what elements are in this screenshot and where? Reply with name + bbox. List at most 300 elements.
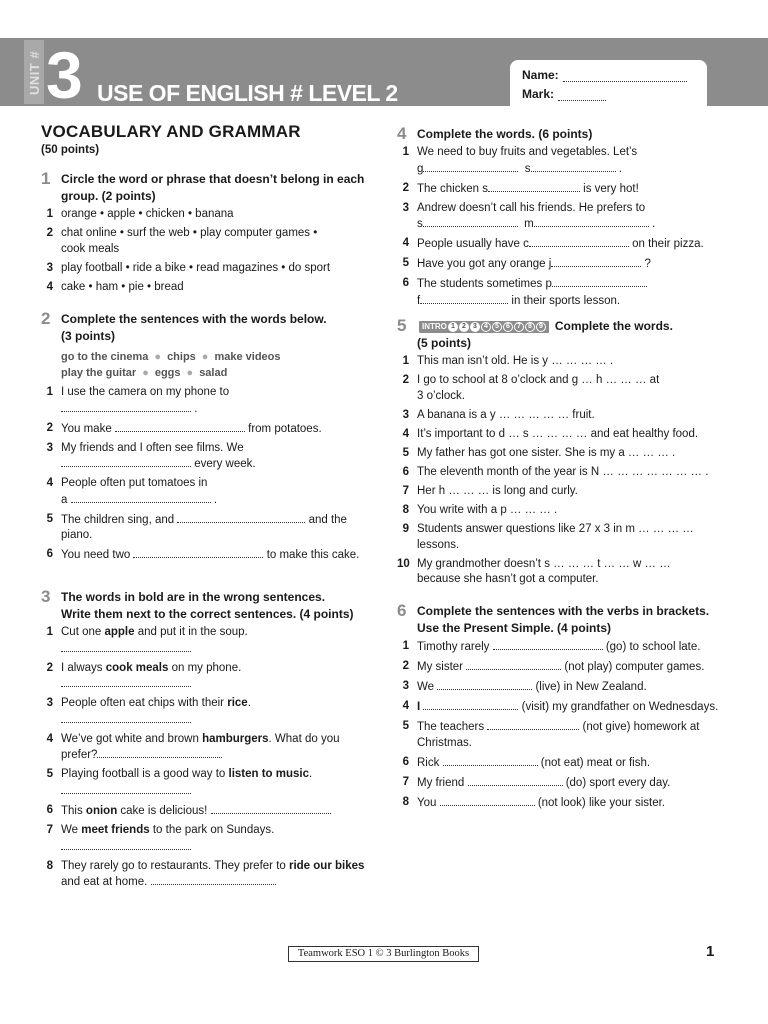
list-item <box>41 661 376 693</box>
word-start: g <box>417 162 424 175</box>
item-words: The eleventh month of the year is N … … … … … … … . <box>417 465 709 478</box>
exercise-3-items <box>41 625 376 891</box>
answer-blank[interactable] <box>61 676 191 687</box>
item-number: 1 <box>46 626 53 638</box>
item-text-after: cake is delicious! <box>117 804 208 817</box>
item-text <box>417 659 737 676</box>
list-item <box>397 408 737 424</box>
item-text-after: . <box>213 493 218 506</box>
answer-blank[interactable] <box>468 775 563 786</box>
item-text-after: . <box>194 402 198 415</box>
item-number: 5 <box>402 257 409 270</box>
exercise-5-items <box>397 354 737 588</box>
item-number: 7 <box>402 776 409 789</box>
unit-number: 3 <box>46 38 83 112</box>
item-number: 4 <box>46 732 53 745</box>
answer-blank[interactable] <box>71 492 211 503</box>
section-points: (50 points) <box>41 144 100 156</box>
answer-blank[interactable] <box>133 547 263 558</box>
item-text <box>61 732 376 764</box>
list-item <box>41 696 376 728</box>
item-number: 1 <box>402 640 409 652</box>
item-text <box>61 625 376 657</box>
item-text <box>417 256 737 273</box>
item-text <box>417 699 737 716</box>
item-text-after: (not play) computer games. <box>564 661 705 674</box>
word-bank-row <box>61 365 376 381</box>
list-item <box>41 512 376 544</box>
item-text <box>417 373 737 404</box>
list-item <box>41 385 376 417</box>
exercise-1-items <box>41 207 376 295</box>
item-number: 1 <box>46 386 53 398</box>
answer-blank[interactable] <box>177 512 305 523</box>
item-text <box>61 859 376 891</box>
item-text-after: (do) sport every day. <box>565 777 671 790</box>
answer-blank[interactable] <box>61 839 191 850</box>
item-text-after: every week. <box>194 458 256 471</box>
item-text-after: . <box>247 697 251 710</box>
item-text-after: to the park on Sundays. <box>149 824 275 837</box>
item-number: 3 <box>46 697 53 710</box>
item-text <box>417 639 737 656</box>
unit-label: UNIT # <box>27 50 42 96</box>
answer-blank[interactable] <box>115 421 245 432</box>
item-text <box>417 679 737 696</box>
item-text <box>61 421 376 438</box>
answer-blank[interactable] <box>423 699 518 710</box>
item-number: 6 <box>46 548 53 561</box>
exercise-number: 4 <box>397 124 407 143</box>
list-item <box>41 767 376 799</box>
exercise-1 <box>41 171 376 299</box>
list-item <box>397 465 737 481</box>
item-text <box>417 795 737 812</box>
item-text-before: We <box>61 824 82 837</box>
list-item <box>397 795 737 812</box>
list-item <box>397 639 737 656</box>
list-item <box>397 446 737 462</box>
item-text-before: People often eat chips with their <box>61 697 228 710</box>
list-item <box>397 427 737 443</box>
exercise-points: (5 points) <box>417 336 471 350</box>
item-text <box>61 547 376 564</box>
answer-blank[interactable] <box>443 755 538 766</box>
separator-dot: ● <box>154 351 162 363</box>
item-text <box>61 207 376 223</box>
item-number: 3 <box>402 408 409 421</box>
item-number: 4 <box>402 700 409 713</box>
word-bank-word: eggs <box>154 367 181 379</box>
item-number: 3 <box>46 261 53 274</box>
item-number: 1 <box>402 146 409 158</box>
answer-blank[interactable] <box>488 181 580 192</box>
item-text-after: . <box>309 768 313 781</box>
page-number: 1 <box>706 943 715 960</box>
answer-blank[interactable] <box>534 216 649 227</box>
item-number: 2 <box>46 421 53 434</box>
exercise-title: Complete the words. <box>554 319 673 333</box>
exercise-title: The words in bold are in the wrong sentences. Write them next to the correct sentences. (4 points) <box>61 590 354 621</box>
item-number: 1 <box>46 208 53 220</box>
answer-blank[interactable] <box>61 641 191 652</box>
item-text-after: . <box>651 218 656 231</box>
item-text-before: Cut one <box>61 626 105 638</box>
list-item <box>41 625 376 657</box>
item-number: 2 <box>46 661 53 674</box>
list-item <box>41 823 376 855</box>
name-field[interactable] <box>563 72 687 82</box>
level-circle: 7 <box>514 322 524 332</box>
exercise-number: 6 <box>397 601 407 620</box>
item-text-after: and eat at home. <box>61 859 368 889</box>
item-words: Her h … … … is long and curly. <box>417 485 578 498</box>
separator-dot: ● <box>186 367 194 379</box>
item-text-before: Timothy rarely <box>417 641 490 653</box>
list-item <box>397 679 737 696</box>
intro-label: INTRO <box>422 322 447 332</box>
item-number: 8 <box>402 796 409 809</box>
item-text-before: They rarely go to restaurants. They prefer to <box>61 859 289 872</box>
answer-blank[interactable] <box>493 639 603 650</box>
item-text-before: Andrew doesn’t call his friends. He prefers to <box>417 201 646 214</box>
item-text-after: . What do you prefer? <box>61 732 343 762</box>
bold-word: listen to music <box>228 768 310 781</box>
exercise-title: Circle the word or phrase that doesn’t belong in each group. (2 points) <box>61 172 365 203</box>
item-number: 4 <box>402 237 409 250</box>
word-start: s <box>524 162 531 175</box>
item-text-before: Have you got any orange j <box>417 258 552 271</box>
item-text-after: (go) to school late. <box>605 641 701 653</box>
list-item <box>41 476 376 508</box>
answer-blank[interactable] <box>529 236 629 247</box>
answer-blank[interactable] <box>61 783 191 794</box>
word-bank-word: salad <box>199 367 228 379</box>
level-circle: 2 <box>459 322 469 332</box>
list-item <box>397 373 737 404</box>
exercise-6 <box>397 603 737 815</box>
item-text-before: You <box>417 797 437 810</box>
list-item <box>397 145 737 177</box>
answer-blank[interactable] <box>211 803 331 814</box>
item-words: play football • ride a bike • read magazines • do sport <box>61 261 331 274</box>
item-number: 2 <box>46 227 53 240</box>
item-text <box>61 661 376 693</box>
item-text <box>417 427 737 443</box>
list-item <box>41 859 376 891</box>
list-item <box>41 261 376 277</box>
bold-word: apple <box>104 626 135 638</box>
exercise-2-items <box>41 385 376 564</box>
item-number: 10 <box>397 557 410 570</box>
item-text <box>61 823 376 855</box>
word-start: m <box>524 218 534 231</box>
item-text-after: on their pizza. <box>632 238 704 251</box>
item-text-before: I <box>417 701 421 714</box>
item-text-before: We <box>417 681 435 694</box>
item-text-after: and the piano. <box>61 513 351 542</box>
item-words: Students answer questions like 27 x 3 in m … … … … lessons. <box>417 523 694 551</box>
item-text <box>61 767 376 799</box>
list-item <box>41 280 376 296</box>
item-number: 5 <box>46 512 53 525</box>
list-item <box>41 441 376 473</box>
list-item <box>397 354 737 370</box>
item-text-before: The chicken s <box>417 182 488 195</box>
item-text-after: is very hot! <box>583 182 639 195</box>
item-number: 6 <box>46 803 53 816</box>
item-number: 5 <box>402 720 409 733</box>
item-words: My grandmother doesn’t s … … … t … … w … … because she hasn’t got a computer. <box>417 557 671 586</box>
item-text-after: and put it in the soup. <box>134 626 248 638</box>
list-item <box>397 659 737 676</box>
word-start: f <box>417 294 421 307</box>
answer-blank[interactable] <box>487 719 579 730</box>
item-words: chat online • surf the web • play computer games • cook meals <box>61 227 318 255</box>
page-title: USE OF ENGLISH # LEVEL 2 <box>97 80 398 106</box>
level-circle: 9 <box>536 322 546 332</box>
list-item <box>397 484 737 500</box>
item-number: 4 <box>46 477 53 490</box>
word-bank-word: make videos <box>214 351 281 363</box>
item-text-after: (not give) homework at Christmas. <box>417 721 703 749</box>
item-text <box>417 557 737 588</box>
item-text-before: My friends and I often see films. We <box>61 441 244 454</box>
list-item <box>41 421 376 438</box>
answer-blank[interactable] <box>437 679 532 690</box>
list-item <box>397 557 737 588</box>
answer-blank[interactable] <box>440 795 535 806</box>
item-text <box>61 441 376 473</box>
item-text <box>417 446 737 462</box>
item-words: My father has got one sister. She is my a … … … . <box>417 446 676 459</box>
item-text <box>61 476 376 508</box>
item-text <box>61 512 376 544</box>
item-words: This man isn’t old. He is y … … … … . <box>417 355 614 367</box>
exercise-4 <box>397 126 737 313</box>
item-text-before: Rick <box>417 756 440 769</box>
item-text-before: We need to buy fruits and vegetables. Let’s <box>417 146 638 158</box>
item-text <box>417 276 737 309</box>
item-text-before: This <box>61 804 86 817</box>
item-text <box>417 775 737 792</box>
item-text <box>417 465 737 481</box>
item-number: 1 <box>402 355 409 367</box>
exercise-title: Complete the sentences with the words below. (3 points) <box>61 312 327 343</box>
item-words: orange • apple • chicken • banana <box>61 208 234 220</box>
separator-dot: ● <box>142 367 149 379</box>
list-item <box>41 732 376 764</box>
name-mark-box <box>510 60 707 110</box>
item-text-after: (live) in New Zealand. <box>535 681 647 694</box>
list-item <box>41 207 376 223</box>
item-text-before: People often put tomatoes in a <box>61 477 208 506</box>
answer-blank[interactable] <box>61 456 191 467</box>
bold-word: onion <box>85 804 118 817</box>
item-text <box>417 719 737 751</box>
answer-blank[interactable] <box>420 293 508 304</box>
item-text-before: You need two <box>61 549 131 562</box>
item-text <box>417 484 737 500</box>
list-item <box>397 256 737 273</box>
exercise-number: 2 <box>41 309 51 328</box>
level-circle: 3 <box>470 322 480 332</box>
name-label: Name: <box>522 68 559 82</box>
item-text-after: . <box>618 162 622 175</box>
answer-blank[interactable] <box>423 161 518 172</box>
exercise-number: 5 <box>397 316 407 335</box>
list-item <box>41 803 376 820</box>
answer-blank[interactable] <box>97 747 222 758</box>
item-text-after: in their sports lesson. <box>511 294 621 307</box>
item-text-after: on my phone. <box>168 661 242 674</box>
answer-blank[interactable] <box>551 256 641 267</box>
item-text-after: ? <box>644 258 651 271</box>
item-text-before: The children sing, and <box>61 513 175 526</box>
exercise-4-items <box>397 145 737 309</box>
mark-label: Mark: <box>522 87 555 101</box>
list-item <box>397 503 737 519</box>
item-number: 7 <box>46 824 53 837</box>
item-text <box>417 408 737 424</box>
list-item <box>397 181 737 198</box>
item-number: 9 <box>402 523 409 536</box>
item-number: 2 <box>402 374 409 387</box>
item-text-before: My friend <box>417 777 465 790</box>
list-item <box>397 276 737 309</box>
item-text <box>61 803 376 820</box>
bold-word: rice <box>227 697 248 710</box>
item-text <box>61 261 376 277</box>
exercise-number: 1 <box>41 169 51 188</box>
level-circle: 8 <box>525 322 535 332</box>
bold-word: cook meals <box>105 661 169 674</box>
item-words: I go to school at 8 o’clock and g … h … … … at 3 o’clock. <box>417 374 660 402</box>
item-text-after: from potatoes. <box>248 422 322 435</box>
item-number: 5 <box>46 768 53 781</box>
item-number: 8 <box>46 859 53 872</box>
item-number: 2 <box>402 660 409 673</box>
item-text-before: We’ve got white and brown <box>61 732 203 745</box>
bold-word: hamburgers <box>202 732 269 745</box>
word-bank-row <box>61 349 376 365</box>
item-text-after: (visit) my grandfather on Wednesdays. <box>521 701 719 714</box>
mark-field[interactable] <box>558 91 606 101</box>
list-item <box>397 719 737 751</box>
item-number: 7 <box>402 485 409 498</box>
item-text-before: I always <box>61 661 106 674</box>
list-item <box>397 236 737 253</box>
item-number: 5 <box>402 446 409 459</box>
item-number: 4 <box>402 427 409 440</box>
exercise-title: Complete the words. (6 points) <box>417 127 593 141</box>
exercise-number: 3 <box>41 587 51 606</box>
item-number: 3 <box>46 441 53 454</box>
item-number: 6 <box>402 465 409 478</box>
item-text-before: Playing football is a good way to <box>61 768 229 781</box>
word-bank <box>61 349 376 381</box>
answer-blank[interactable] <box>151 874 276 885</box>
level-circle: 4 <box>481 322 491 332</box>
item-words: You write with a p … … … . <box>417 504 558 517</box>
item-number: 3 <box>402 201 409 214</box>
item-text-after: (not eat) meat or fish. <box>540 756 651 769</box>
item-text <box>61 280 376 296</box>
item-text <box>417 236 737 253</box>
item-number: 6 <box>402 277 409 290</box>
item-text <box>417 522 737 553</box>
item-text <box>61 226 376 257</box>
item-number: 3 <box>402 680 409 693</box>
item-number: 8 <box>402 504 409 517</box>
word-bank-word: chips <box>167 351 196 363</box>
level-circle: 6 <box>503 322 513 332</box>
item-text <box>417 354 737 370</box>
list-item <box>397 699 737 716</box>
answer-blank[interactable] <box>61 401 191 412</box>
answer-blank[interactable] <box>531 161 616 172</box>
item-number: 4 <box>46 280 53 293</box>
level-circle: 5 <box>492 322 502 332</box>
list-item <box>397 201 737 233</box>
word-bank-word: go to the cinema <box>61 351 149 363</box>
section-heading <box>41 122 371 156</box>
item-text <box>417 503 737 519</box>
level-circle: 1 <box>448 322 458 332</box>
item-text-before: I use the camera on my phone to <box>61 386 230 398</box>
item-text-before: The students sometimes p <box>417 278 552 291</box>
item-words: cake • ham • pie • bread <box>61 280 184 293</box>
item-text-before: You make <box>61 422 112 435</box>
list-item <box>397 755 737 772</box>
exercise-3 <box>41 589 376 894</box>
item-text-before: My sister <box>417 661 463 674</box>
item-text <box>417 755 737 772</box>
separator-dot: ● <box>201 351 209 363</box>
exercise-5 <box>397 318 737 591</box>
item-text <box>417 145 737 177</box>
list-item <box>397 522 737 553</box>
footer-credit: Teamwork ESO 1 © 3 Burlington Books <box>288 946 479 962</box>
item-words: It’s important to d … s … … … … and eat healthy food. <box>417 427 699 440</box>
list-item <box>397 775 737 792</box>
answer-blank[interactable] <box>466 659 561 670</box>
answer-blank[interactable] <box>61 712 191 723</box>
item-text <box>417 201 737 233</box>
item-text-after: (not look) like your sister. <box>537 797 665 810</box>
section-title: VOCABULARY AND GRAMMAR <box>41 122 301 141</box>
item-number: 6 <box>402 755 409 768</box>
item-words: A banana is a y … … … … … fruit. <box>417 408 595 421</box>
answer-blank[interactable] <box>552 276 647 287</box>
item-text-before: The teachers <box>417 721 485 734</box>
exercise-6-items <box>397 639 737 812</box>
bold-word: meet friends <box>81 824 150 837</box>
item-text <box>61 385 376 417</box>
item-number: 2 <box>402 181 409 194</box>
bold-word: ride our bikes <box>288 859 365 872</box>
list-item <box>41 547 376 564</box>
exercise-2 <box>41 311 376 568</box>
word-bank-word: play the guitar <box>61 367 137 379</box>
level-indicator <box>419 321 549 333</box>
exercise-title: Complete the sentences with the verbs in brackets. Use the Present Simple. (4 points) <box>417 604 710 635</box>
item-text <box>61 696 376 728</box>
answer-blank[interactable] <box>423 216 518 227</box>
list-item <box>41 226 376 257</box>
item-text <box>417 181 737 198</box>
word-start: s <box>417 218 423 231</box>
